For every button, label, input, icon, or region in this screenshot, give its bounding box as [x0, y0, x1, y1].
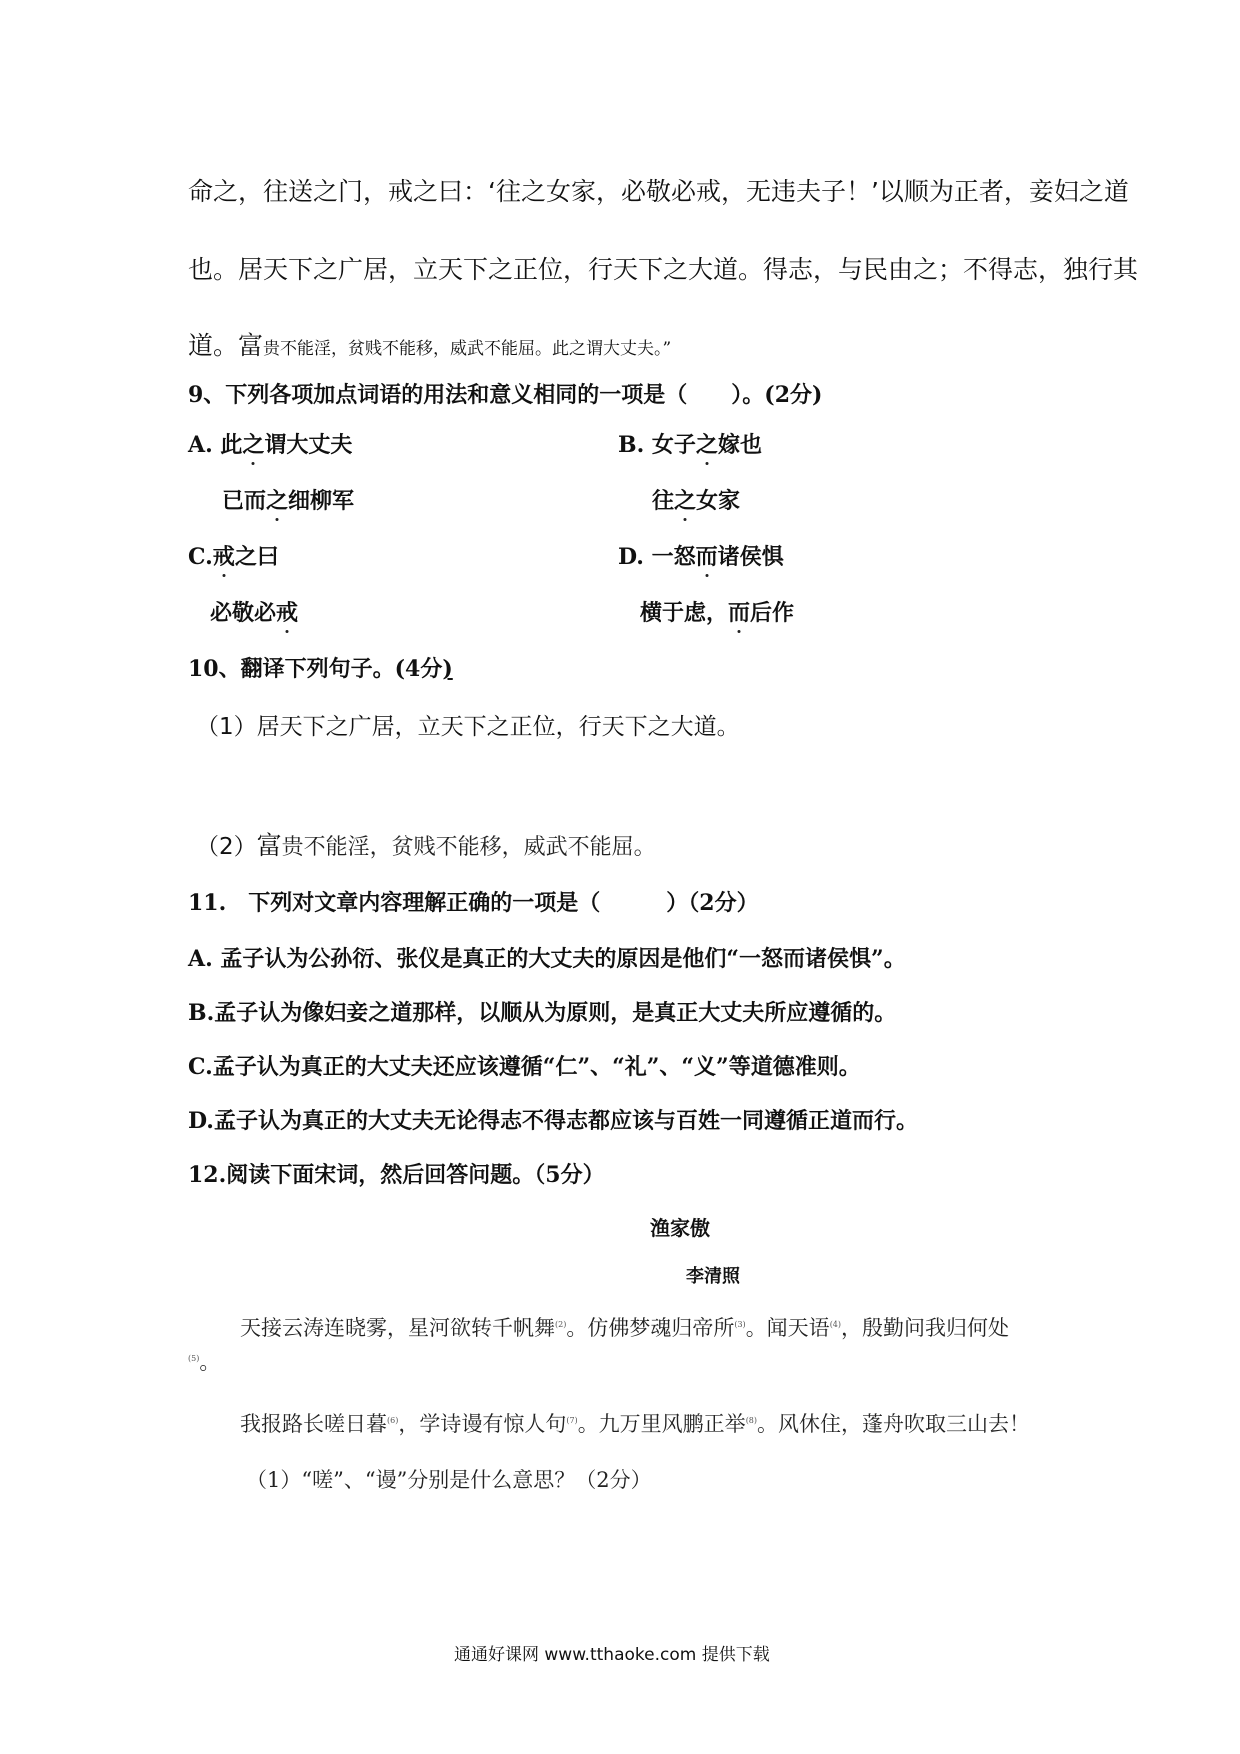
poem-line-1: 天接云涛连晓雾，星河欲转千帆舞$^{(2)}$。仿佛梦魂归帝所$^{(3)}$。闻天语$^{(4)}$，殷勤问我归何处 [240, 1316, 1010, 1340]
q12-subquestion-1: （1）“嗟”、“谩”分别是什么意思？（2分） [246, 1468, 652, 1492]
q10-sentence-2: （2）富贵不能淫，贫贱不能移，威武不能屈。 [196, 831, 656, 860]
poem-line-2: 我报路长嗟日暮$^{(6)}$，学诗谩有惊人句$^{(7)}$。九万里风鹏正举$^{(8)}$。风休住，蓬舟吹取三山去！ [240, 1412, 1031, 1436]
q9-option-c-line2: 必敬必戒 [210, 600, 299, 626]
q11-option-d: D.孟子认为真正的大丈夫无论得志不得志都应该与百姓一同遵循正道而行。 [188, 1108, 918, 1134]
q9-option-a: A. 此之谓大丈夫 [188, 432, 353, 458]
q9-option-a-line2: 已而之细柳军 [222, 488, 355, 514]
poem-line-1-end: $^{(5)}$。 [188, 1350, 221, 1374]
q12-stem: 12.阅读下面宋词，然后回答问题。（5分） [188, 1162, 605, 1188]
q9-option-d-line2: 横于虑，而后作 [640, 600, 795, 626]
q10-stem: 10、翻译下列句子。(4分) [188, 656, 453, 682]
q9-option-b: B. 女子之嫁也 [618, 432, 762, 458]
q11-option-b: B.孟子认为像妇妾之道那样，以顺从为原则，是真正大丈夫所应遵循的。 [188, 1000, 897, 1026]
emphasis-dot-char: 之 [674, 488, 697, 514]
emphasis-dot-char: 而 [695, 544, 718, 570]
q10-sentence-1: （1）居天下之广居，立天下之正位，行天下之大道。 [196, 714, 740, 740]
q9-option-d: D. 一怒而诸侯惧 [618, 544, 784, 570]
passage-line-3-small: 贵不能淫，贫贱不能移，威武不能屈。此之谓大丈夫。” [263, 339, 672, 359]
passage-line-3-large: 道。富 [188, 331, 264, 360]
emphasis-dot-char: 而 [728, 600, 751, 626]
emphasis-dot-char: 之 [695, 432, 718, 458]
q11-option-c: C.孟子认为真正的大丈夫还应该遵循“仁”、“礼”、“义”等道德准则。 [188, 1054, 861, 1080]
q9-option-c: C.戒之曰 [188, 544, 279, 570]
q11-option-a: A. 孟子认为公孙衍、张仪是真正的大丈夫的原因是他们“一怒而诸侯惧”。 [188, 946, 906, 972]
passage-line-2: 也。居天下之广居，立天下之正位，行天下之大道。得志，与民由之；不得志，独行其 [188, 255, 1139, 284]
q11-stem: 11. 下列对文章内容理解正确的一项是（ ）（2分） [188, 890, 759, 916]
emphasis-dot-char: 戒 [276, 600, 299, 626]
q9-option-b-line2: 往之女家 [652, 488, 741, 514]
emphasis-dot-char: 之 [242, 432, 265, 458]
q9-stem: 9、下列各项加点词语的用法和意义相同的一项是（ ）。(2分) [188, 382, 823, 408]
emphasis-dot-char: 戒 [212, 544, 235, 570]
passage-line-1: 命之，往送之门，戒之曰：‘往之女家，必敬必戒，无违夫子！’以顺为正者，妾妇之道 [188, 177, 1129, 206]
poem-author: 李清照 [686, 1266, 740, 1287]
emphasis-dot-char: 之 [266, 488, 289, 514]
footer-watermark[interactable]: 通通好课网 www.tthaoke.com 提供下载 [454, 1645, 770, 1665]
passage-line-3 [188, 326, 671, 362]
poem-title: 渔家傲 [650, 1216, 710, 1240]
